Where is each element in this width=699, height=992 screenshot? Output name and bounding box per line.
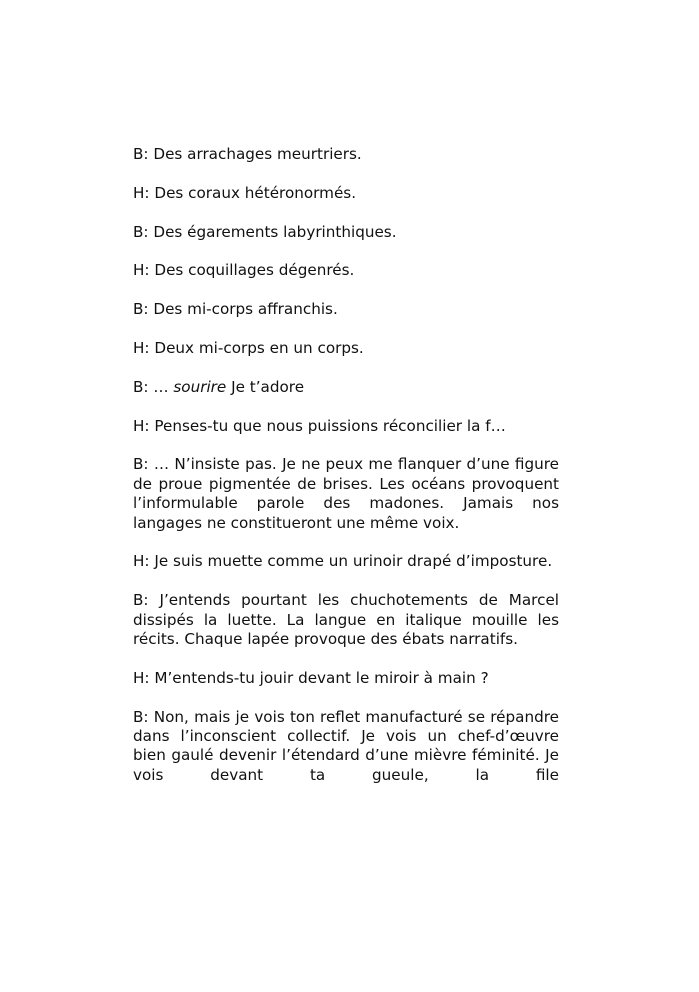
line-text: Des égarements labyrinthiques. [153, 222, 397, 241]
dialogue-line [133, 184, 559, 203]
speaker-label: B: [133, 377, 149, 396]
speaker-label: B: [133, 707, 149, 726]
speaker-label: H: [133, 338, 150, 357]
dialogue-line [133, 261, 559, 280]
speaker-label: B: [133, 455, 149, 474]
dialogue-line [133, 591, 559, 649]
speaker-label: H: [133, 183, 150, 202]
dialogue-line [133, 300, 559, 319]
line-text: Je t’adore [231, 377, 305, 396]
line-text: Des arrachages meurtriers. [153, 145, 362, 163]
line-text: J’entends pourtant les chuchotements de Marcel dissipés la luette. La langue en italique mouille les récits. Chaque lapée provoque des ébats narratifs. [133, 591, 560, 648]
speaker-label: H: [133, 668, 150, 687]
line-text: Penses-tu que nous puissions réconcilier la f… [154, 416, 506, 435]
line-text: … N’insiste pas. Je ne peux me flanquer d’une figure de proue pigmentée de brises. Les océans provoquent l’informulable parole des madones. Jamais nos langages ne constitueront une même voix. [133, 455, 560, 532]
dialogue-line [133, 669, 559, 688]
speaker-label: H: [133, 261, 150, 280]
line-text: Des coraux hétéronormés. [154, 183, 357, 202]
document-body [133, 145, 559, 785]
speaker-label: B: [133, 300, 149, 319]
ellipsis-prefix: … [153, 377, 169, 396]
dialogue-line [133, 339, 559, 358]
dialogue-line [133, 417, 559, 436]
line-text: Deux mi-corps en un corps. [154, 338, 364, 357]
dialogue-line [133, 455, 559, 533]
dialogue-line [133, 552, 559, 571]
stage-direction: sourire [173, 377, 227, 396]
line-text: Je suis muette comme un urinoir drapé d’imposture. [154, 552, 553, 571]
speaker-label: B: [133, 145, 149, 163]
line-text: Des coquillages dégenrés. [154, 261, 355, 280]
speaker-label: B: [133, 591, 149, 610]
speaker-label: H: [133, 552, 150, 571]
speaker-label: H: [133, 416, 150, 435]
dialogue-line [133, 145, 559, 164]
line-text: Des mi-corps affranchis. [153, 300, 338, 319]
line-text: M’entends-tu jouir devant le miroir à main ? [154, 668, 489, 687]
dialogue-line [133, 708, 559, 786]
dialogue-line [133, 378, 559, 397]
dialogue-line [133, 223, 559, 242]
line-text: Non, mais je vois ton reflet manufacturé se répandre dans l’inconscient collectif. Je vois un chef-d’œuvre bien gaulé devenir l’étendard d’une mièvre féminité. Je vois devant ta gueule, la file [133, 707, 559, 784]
speaker-label: B: [133, 222, 149, 241]
